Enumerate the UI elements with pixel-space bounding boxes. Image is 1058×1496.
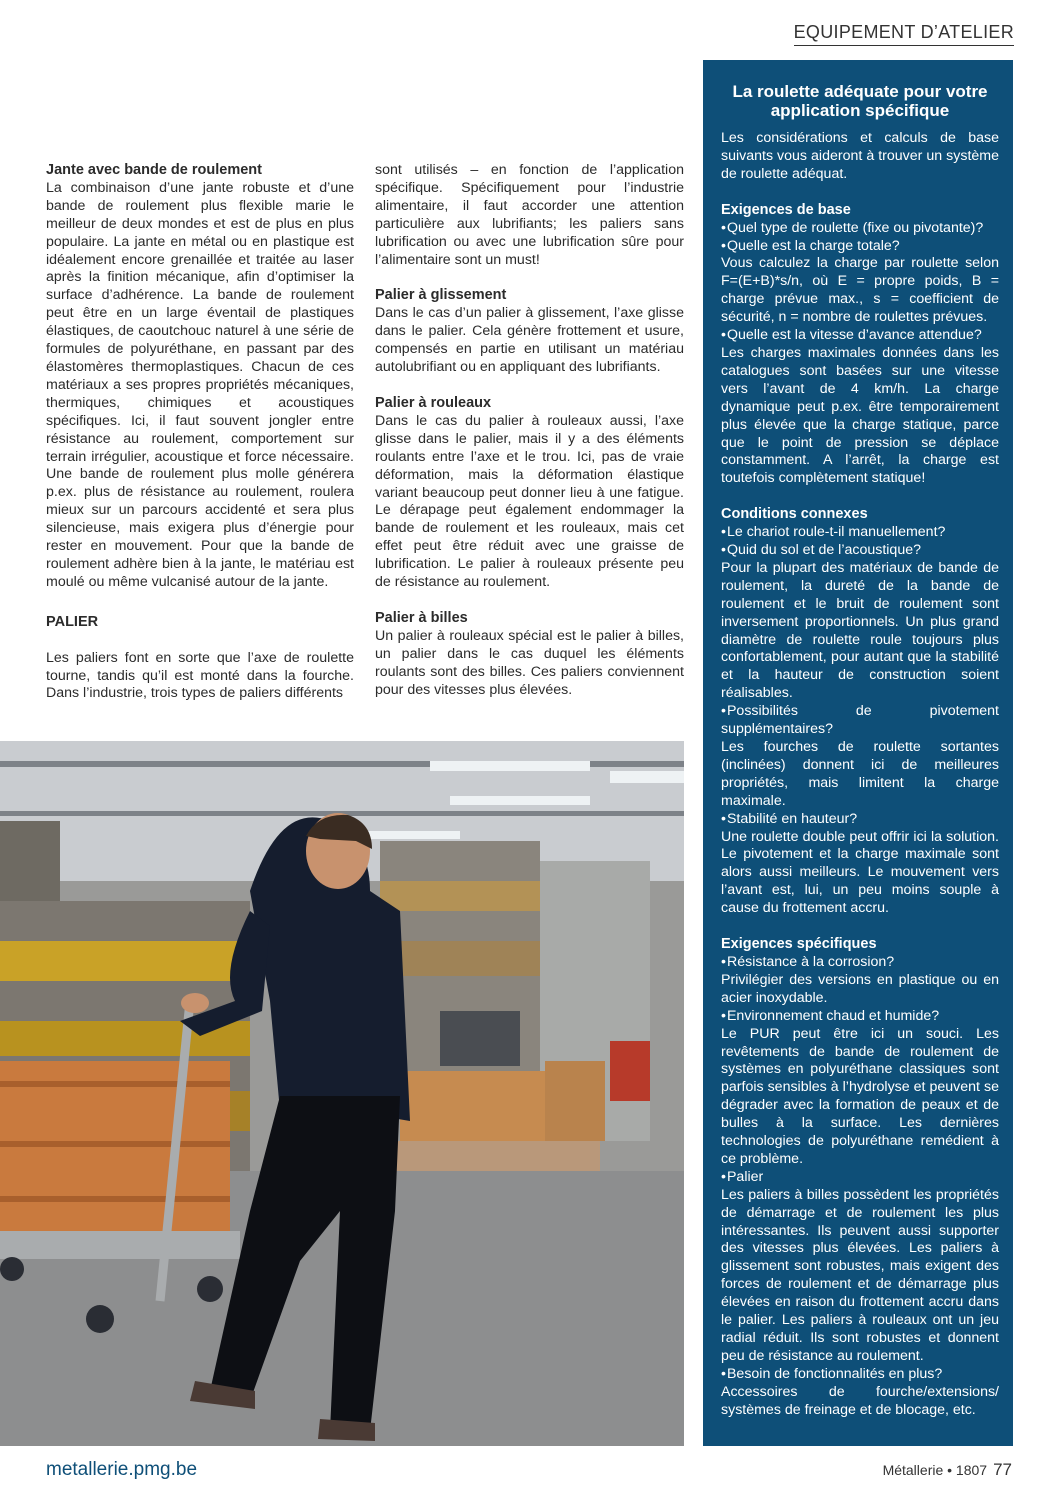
- bullet-type-roulette: • Quel type de roulette (fixe ou pivotante)?: [721, 220, 999, 238]
- paragraph-jante: La combinaison d’une jante robuste et d’une bande de roulement plus flexible marie le meilleur de deux mondes et est de plus en plus populaire. La jante en métal ou en plastique est idéalement encore grenaillée et traitée au laser après la finition mécanique, afin d’optimiser la surface d’adhérence. La bande de roulement peut être en un large éventail de plastiques élastiques, de caoutchouc naturel à une série de formules de polyuréthane, en passant par des élastomères thermoplastiques. Chacun de ces matériaux a ses propres propriétés mécaniques, thermiques, chimiques et acoustiques spécifiques. Ici, il faut souvent jongler entre résistance au roulement, comportement sur terrain irrégulier, acoustique et force nécessaire. Une bande de roulement plus molle générera p.ex. plus de résistance au roulement, roulera mieux sur un parcours accidenté et sera plus silencieuse, mais exigera plus d’énergie pour rester en mouvement. Pour que la bande de roulement adhère bien à la jante, le matériau est moulé ou même vulcanisé autour de la jante.: [46, 179, 354, 590]
- paragraph-palier: Les paliers font en sorte que l’axe de roulette tourne, tandis qu’il est monté dans la fourche. Dans l’industrie, trois types de paliers différents: [46, 649, 354, 702]
- text-column-2: [375, 162, 684, 699]
- sidebar-intro: Les considérations et calculs de base suivants vous aideront à trouver un système de roulette adéquat.: [721, 130, 999, 182]
- heading-jante: Jante avec bande de roulement: [46, 162, 262, 178]
- paragraph-stabilite: Une roulette double peut offrir ici la solution. Le pivotement et la charge maximale sont alors aussi meilleurs. Le mouvement vers l’avant est, lui, un peu moins souple à cause du frottement accru.: [721, 828, 999, 917]
- paragraph-charge: Vous calculez la charge par roulette selon F=(E+B)*s/n, où E = propre poids, B = charge prévue max., s = coefficient de sécurité, n = nombre de roulettes prévues.: [721, 255, 999, 326]
- heading-conditions-connexes: Conditions connexes: [721, 506, 868, 523]
- bullet-chariot: • Le chariot roule-t-il manuellement?: [721, 524, 999, 542]
- page-number: 77: [993, 1460, 1012, 1479]
- bullet-fonctionnalites: • Besoin de fonctionnalités en plus?: [721, 1366, 999, 1384]
- heading-exigences-base: Exigences de base: [721, 201, 851, 218]
- bullet-corrosion: • Résistance à la corrosion?: [721, 954, 999, 972]
- page-footer: [883, 1460, 1012, 1480]
- heading-billes: Palier à billes: [375, 609, 468, 626]
- bullet-sol: • Quid du sol et de l’acoustique?: [721, 542, 999, 560]
- paragraph-sol: Pour la plupart des matériaux de bande de roulement, la dureté de la bande de roulement et le bruit de roulement sont inversement proportionnels. Un plus grand diamètre de roulette roule toujours plus confortablement, pour autant que la stabilité et la hauteur de construction soient réalisables.: [721, 559, 999, 702]
- paragraph-pur: Le PUR peut être ici un souci. Les revêtements de bande de roulement de systèmes en polyuréthane classiques sont parfois sensibles à l’hydrolyse et peuvent se dégrader avec la formation de peaux et de bulles à la surface. Les dernières technologies de polyuréthane remédient à ce problème.: [721, 1025, 999, 1167]
- paragraph-paliers: Les paliers à billes possèdent les propriétés de démarrage et de roulement les plus intéressantes. Ils peuvent aussi supporter des vitesses plus élevées. Les paliers à glissement sont robustes, mais exigent des forces de roulement et de démarrage plus élevées en raison du frottement accru dans le palier. Les paliers à rouleaux ont un jeu radial réduit. Ils sont robustes et donnent peu de résistance au roulement.: [721, 1186, 999, 1364]
- website-link[interactable]: metallerie.pmg.be: [46, 1459, 198, 1480]
- sidebar-title: La roulette adéquate pour votre application spécifique: [732, 82, 988, 120]
- issue-label: Métallerie • 1807: [882, 1462, 988, 1478]
- paragraph-rouleaux: Dans le cas du palier à rouleaux aussi, l’axe glisse dans le palier, mais il y a des éléments roulants entre l’axe et le trou. Ici, pas de vraie déformation, mais la déformation élastique variant beaucoup peut donner lieu à une fatigue. Le dérapage peut également endommager la bande de roulement et les rouleaux, mais cet effet peut être réduit avec une graisse de lubrification. Le palier à rouleaux présente peu de résistance au roulement.: [375, 412, 684, 591]
- paragraph-corrosion: Privilégier des versions en plastique ou en acier inoxydable.: [721, 971, 999, 1006]
- section-header: EQUIPEMENT D’ATELIER: [794, 22, 1014, 46]
- heading-exigences-specifiques: Exigences spécifiques: [721, 936, 877, 953]
- bullet-stabilite: • Stabilité en hauteur?: [721, 811, 999, 829]
- paragraph-vitesse: Les charges maximales données dans les catalogues sont basées sur une vitesse vers l’avant de 4 km/h. La charge dynamique peut p.ex. être temporairement plus élevée que la charge statique, parce que le point de pression se déplace constamment. A l’arrêt, la charge est toutefois complètement statique!: [721, 344, 999, 487]
- info-sidebar: [703, 60, 1013, 1446]
- paragraph-billes: Un palier à rouleaux spécial est le palier à billes, un palier dans le cas duquel les éléments roulants sont des billes. Ces paliers conviennent pour des vitesses plus élevées.: [375, 627, 684, 698]
- bullet-vitesse: • Quelle est la vitesse d’avance attendue?: [721, 327, 999, 345]
- paragraph-continuation: sont utilisés – en fonction de l’application spécifique. Spécifiquement pour l’industrie alimentaire, il faut accorder une attention particulière aux lubrifiants; les paliers sans lubrification ou avec une lubrification sûre pour l’alimentaire sont un must!: [375, 162, 684, 268]
- bullet-palier: • Palier: [721, 1169, 999, 1187]
- heading-palier: PALIER: [46, 613, 99, 630]
- paragraph-glissement: Dans le cas d’un palier à glissement, l’axe glisse dans le palier. Cela génère frottement et usure, compensés en partie en utilisant un matériau autolubrifiant ou en appliquant des lubrifiants.: [375, 305, 684, 376]
- bullet-pivotement: • Possibilités de pivotement supplémentaires?: [721, 703, 999, 739]
- bullet-charge-totale: • Quelle est la charge totale?: [721, 238, 999, 256]
- text-column-1: [46, 162, 354, 703]
- bullet-environnement: • Environnement chaud et humide?: [721, 1008, 999, 1026]
- paragraph-accessoires: Accessoires de fourche/extensions/ systèmes de freinage et de blocage, etc.: [721, 1383, 999, 1418]
- heading-rouleaux: Palier à rouleaux: [375, 394, 492, 411]
- warehouse-illustration: [0, 741, 684, 1446]
- warehouse-photo: [0, 741, 684, 1446]
- paragraph-pivotement: Les fourches de roulette sortantes (inclinées) donnent ici de meilleures propriétés, mais limitent la charge maximale.: [721, 739, 999, 809]
- heading-glissement: Palier à glissement: [375, 287, 507, 304]
